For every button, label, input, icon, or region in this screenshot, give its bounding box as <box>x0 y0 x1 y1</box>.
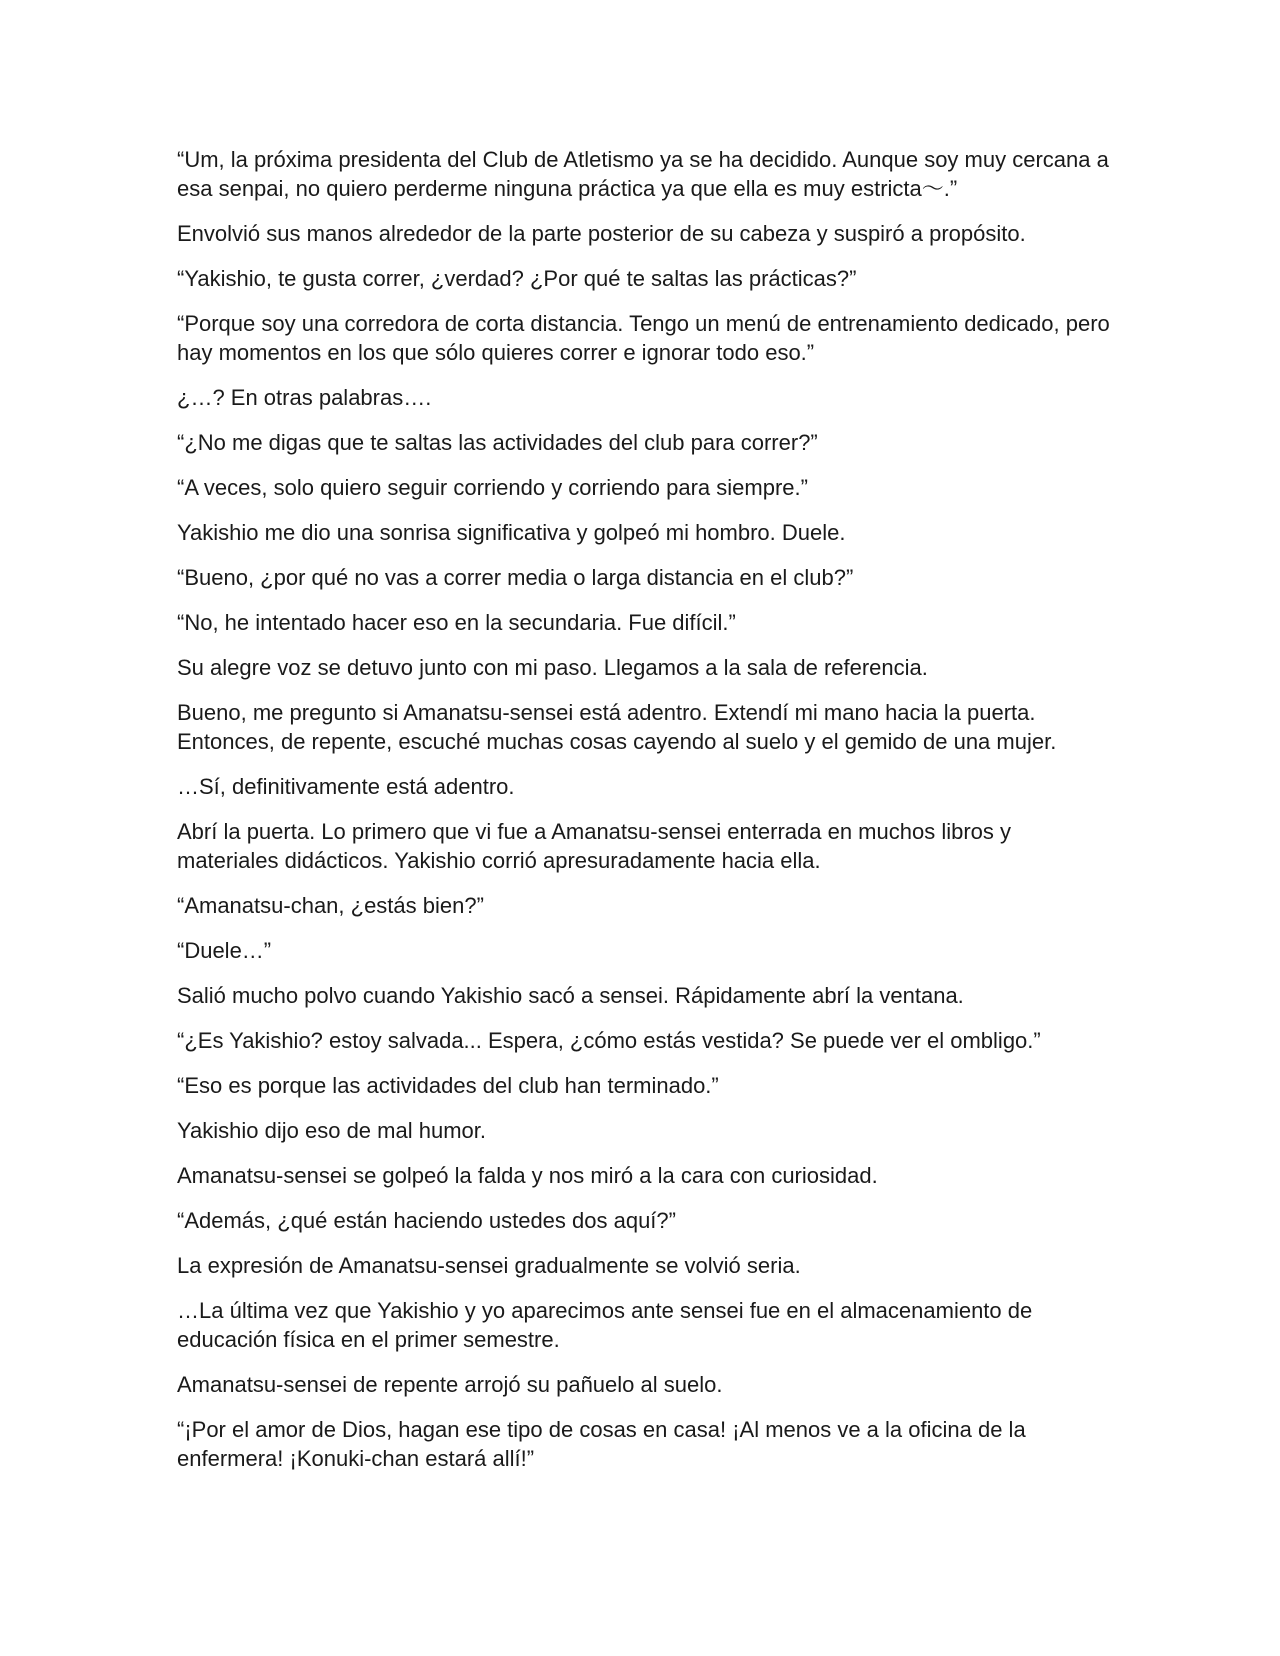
paragraph: Amanatsu-sensei se golpeó la falda y nos miró a la cara con curiosidad. <box>177 1163 878 1188</box>
paragraph: Amanatsu-sensei de repente arrojó su pañuelo al suelo. <box>177 1372 723 1397</box>
paragraph: …Sí, definitivamente está adentro. <box>177 774 515 799</box>
paragraph: “Duele…” <box>177 938 272 963</box>
paragraph: “No, he intentado hacer eso en la secundaria. Fue difícil.” <box>177 610 736 635</box>
paragraph: Yakishio dijo eso de mal humor. <box>177 1118 486 1143</box>
paragraph: Envolvió sus manos alrededor de la parte posterior de su cabeza y suspiró a propósito. <box>177 221 1026 246</box>
paragraph: ¿…? En otras palabras…. <box>177 385 432 410</box>
paragraph: “A veces, solo quiero seguir corriendo y corriendo para siempre.” <box>177 475 808 500</box>
paragraph: “¿No me digas que te saltas las actividades del club para correr?” <box>177 430 818 455</box>
paragraph: Yakishio me dio una sonrisa significativa y golpeó mi hombro. Duele. <box>177 520 846 545</box>
paragraph: “Um, la próxima presidenta del Club de Atletismo ya se ha decidido. Aunque soy muy cercana a esa senpai, no quiero perderme ninguna práctica ya que ella es muy estricta～.” <box>177 147 1109 201</box>
paragraph: Su alegre voz se detuvo junto con mi paso. Llegamos a la sala de referencia. <box>177 655 928 680</box>
body-text <box>177 145 1112 1489</box>
paragraph: Bueno, me pregunto si Amanatsu-sensei está adentro. Extendí mi mano hacia la puerta. Entonces, de repente, escuché muchas cosas cayendo al suelo y el gemido de una mujer. <box>177 700 1057 754</box>
paragraph: “Yakishio, te gusta correr, ¿verdad? ¿Por qué te saltas las prácticas?” <box>177 266 857 291</box>
paragraph: “¿Es Yakishio? estoy salvada... Espera, ¿cómo estás vestida? Se puede ver el ombligo.” <box>177 1028 1041 1053</box>
paragraph: “Porque soy una corredora de corta distancia. Tengo un menú de entrenamiento dedicado, pero hay momentos en los que sólo quieres correr e ignorar todo eso.” <box>177 311 1110 365</box>
paragraph: “¡Por el amor de Dios, hagan ese tipo de cosas en casa! ¡Al menos ve a la oficina de la enfermera! ¡Konuki-chan estará allí!” <box>177 1417 1026 1471</box>
paragraph: “Bueno, ¿por qué no vas a correr media o larga distancia en el club?” <box>177 565 854 590</box>
paragraph: Abrí la puerta. Lo primero que vi fue a Amanatsu-sensei enterrada en muchos libros y materiales didácticos. Yakishio corrió apresuradamente hacia ella. <box>177 819 1012 873</box>
paragraph: La expresión de Amanatsu-sensei gradualmente se volvió seria. <box>177 1253 801 1278</box>
paragraph: Salió mucho polvo cuando Yakishio sacó a sensei. Rápidamente abrí la ventana. <box>177 983 964 1008</box>
paragraph: “Amanatsu-chan, ¿estás bien?” <box>177 893 484 918</box>
paragraph: …La última vez que Yakishio y yo aparecimos ante sensei fue en el almacenamiento de educación física en el primer semestre. <box>177 1298 1033 1352</box>
paragraph: “Además, ¿qué están haciendo ustedes dos aquí?” <box>177 1208 676 1233</box>
paragraph: “Eso es porque las actividades del club han terminado.” <box>177 1073 719 1098</box>
